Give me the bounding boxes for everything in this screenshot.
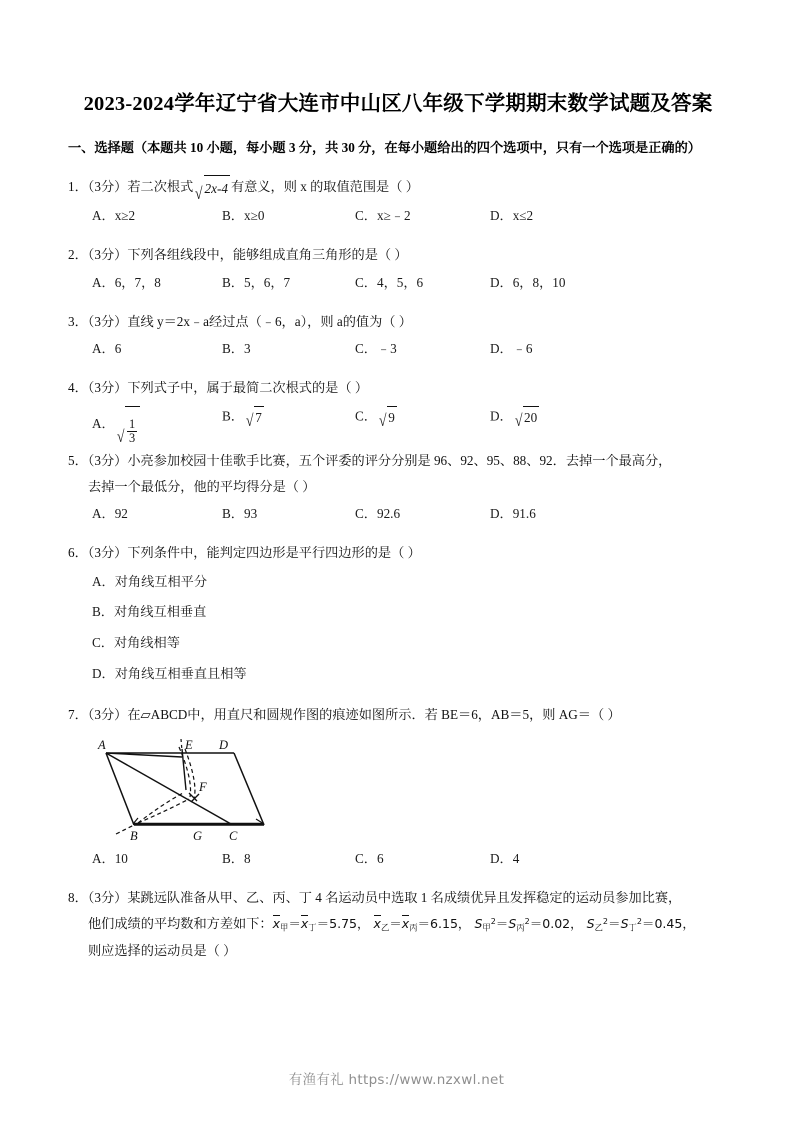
option-c[interactable]: C．4，5，6: [355, 274, 424, 290]
question-1-options: [68, 205, 728, 229]
question-5-stem-line2: 去掉一个最低分，他的平均得分是（ ）: [88, 478, 316, 494]
label-G: G: [193, 828, 203, 843]
question-8-stem-line1: 8．（3分）某跳远队准备从甲、乙、丙、丁 4 名运动员中选取 1 名成绩优异且发挥稳定的运动员参加比赛，: [68, 889, 682, 905]
parallelogram-diagram: [86, 735, 301, 845]
variance-symbol-4: S: [620, 916, 629, 932]
question-5-options: [68, 503, 728, 527]
mean-sub-3: 乙: [380, 922, 390, 933]
option-a[interactable]: A．6，7，8: [92, 274, 161, 290]
question-8-stem-line2: [88, 911, 728, 937]
option-b-radicand: 7: [254, 406, 264, 429]
question-2-stem: 2．（3分）下列各组线段中，能够组成直角三角形的是（ ）: [68, 247, 408, 263]
variance-exp-2: 2: [524, 916, 530, 926]
mean-value-1: ＝5.75，: [316, 916, 370, 932]
option-a[interactable]: [92, 405, 141, 445]
mean-symbol-2: x: [300, 916, 309, 932]
label-E: E: [185, 737, 193, 752]
section-header: 一、选择题（本题共 10 小题，每小题 3 分，共 30 分，在每小题给出的四个选项中，只有一个选项是正确的）: [68, 140, 701, 156]
question-2-options: [68, 272, 728, 296]
option-b[interactable]: B．5，6，7: [222, 274, 291, 290]
variance-sub-1: 甲: [482, 922, 491, 933]
option-d-radicand: 20: [523, 406, 539, 429]
option-a[interactable]: A．x≥2: [92, 208, 136, 224]
question-7: [68, 702, 728, 871]
label-D: D: [219, 737, 229, 752]
question-8-stem: [68, 885, 728, 964]
segment-AB: [106, 753, 134, 825]
fraction: [126, 418, 138, 445]
option-c[interactable]: C．92.6: [355, 506, 401, 522]
option-a[interactable]: A．6: [92, 341, 122, 357]
question-5-stem-line1: 5．（3分）小亮参加校园十佳歌手比赛，五个评委的评分分别是 96、92、95、88、92．去掉一个最高分，: [68, 452, 672, 468]
fraction-numerator: 1: [128, 416, 136, 431]
option-b[interactable]: B．93: [222, 506, 258, 522]
question-7-figure: [86, 735, 728, 845]
question-4: [68, 375, 728, 446]
option-b[interactable]: B．3: [222, 341, 251, 357]
option-c[interactable]: [355, 405, 398, 429]
question-6-options: [68, 567, 728, 690]
variance-sub-4: 丁: [628, 922, 637, 933]
radical-sign: √: [378, 411, 387, 431]
label-F: F: [199, 779, 207, 794]
question-5: [68, 448, 728, 528]
segment-DC: [234, 753, 264, 825]
option-a[interactable]: A．对角线互相平分: [92, 573, 208, 589]
arc-construction-4: [138, 799, 189, 823]
question-6-stem: 6．（3分）下列条件中，能判定四边形是平行四边形的是（ ）: [68, 545, 421, 561]
option-b[interactable]: [222, 405, 265, 429]
question-7-stem: 7．（3分）在▱ABCD中，用直尺和圆规作图的痕迹如图所示．若 BE＝6，AB＝5，则 AG＝（ ）: [68, 707, 621, 723]
option-a-radicand: [125, 406, 140, 445]
sqrt-icon: [378, 405, 397, 429]
label-C: C: [229, 828, 238, 843]
question-4-stem: 4．（3分）下列式子中，属于最简二次根式的是（ ）: [68, 380, 369, 396]
question-3-options: [68, 338, 728, 362]
question-1-stem: [68, 174, 728, 202]
formula-means-variances: $x_甲=x_丁=5.75$， $x_乙=x_丙=6.15$， $S_甲^2=S_丙^2=0.02$， $S_乙^2=S_丁^2=0.45$，: [272, 916, 695, 933]
option-a[interactable]: A．92: [92, 506, 128, 522]
option-c-radicand: 9: [387, 406, 397, 429]
option-c[interactable]: C．对角线相等: [92, 635, 180, 651]
variance-symbol-3: S: [586, 916, 595, 932]
tick-mark-F-2: [191, 794, 199, 802]
question-7-options: [68, 848, 728, 872]
radical-sign: √: [116, 426, 125, 446]
option-b[interactable]: B．x≥0: [222, 208, 265, 224]
radical-sign: √: [245, 411, 254, 431]
option-b[interactable]: B．对角线互相垂直: [92, 604, 207, 620]
option-d-label: D．: [490, 407, 513, 423]
question-3-stem: 3．（3分）直线 y＝2x﹣a经过点（﹣6，a），则 a的值为（ ）: [68, 313, 412, 329]
variance-sub-3: 乙: [594, 922, 603, 933]
question-1-stem-pre: 1．（3分）若二次根式: [68, 179, 194, 195]
question-1-stem-post: 有意义，则 x 的取值范围是（ ）: [230, 179, 419, 195]
variance-exp-3: 2: [602, 916, 609, 926]
option-b[interactable]: B．8: [222, 850, 251, 866]
mean-sub-1: 甲: [280, 922, 289, 933]
segment-AG-extended: [106, 753, 231, 824]
mean-symbol-4: x: [401, 916, 410, 932]
label-B: B: [130, 828, 138, 843]
option-d[interactable]: [490, 405, 540, 429]
variance-exp-4: 2: [636, 916, 642, 926]
sqrt-icon: [194, 174, 230, 202]
radical-sign: √: [514, 411, 523, 431]
mean-sub-2: 丁: [308, 922, 317, 933]
variance-exp-1: 2: [490, 916, 496, 926]
question-6: [68, 540, 728, 689]
variance-symbol-2: S: [508, 916, 517, 932]
question-2: [68, 242, 728, 295]
question-8-stem-line2-pre: 他们成绩的平均数和方差如下：: [88, 916, 273, 932]
sqrt-icon: [116, 405, 140, 445]
variance-sub-2: 丙: [516, 922, 525, 933]
option-a-label: A．: [92, 415, 115, 431]
question-8-stem-line3: 则应选择的运动员是（ ）: [88, 942, 237, 958]
arc-construction-2: [185, 749, 195, 799]
footer-watermark: 有渔有礼 https://www.nzxwl.net: [288, 1072, 505, 1088]
mean-sub-4: 丙: [409, 922, 418, 933]
mean-symbol-1: x: [272, 916, 281, 932]
option-b-label: B．: [222, 407, 244, 423]
sqrt-icon: [514, 405, 539, 429]
label-A: A: [98, 737, 106, 752]
page-title: 2023-2024学年辽宁省大连市中山区八年级下学期期末数学试题及答案: [83, 93, 713, 115]
question-4-options: [68, 405, 728, 446]
radical-sign: √: [195, 184, 203, 204]
question-5-stem: [68, 448, 728, 501]
option-d[interactable]: D．x≤2: [490, 208, 534, 224]
option-c-label: C．: [355, 407, 377, 423]
question-1: [68, 174, 728, 229]
variance-value-2: ＝0.45，: [641, 916, 695, 932]
variance-symbol-1: S: [474, 916, 483, 932]
option-d[interactable]: D．﹣6: [490, 341, 533, 357]
option-c[interactable]: C．6: [355, 850, 384, 866]
question-3: [68, 309, 728, 362]
option-d[interactable]: D．91.6: [490, 506, 536, 522]
option-c[interactable]: C．x≥﹣2: [355, 208, 411, 224]
arc-construction-3: [138, 793, 183, 823]
option-a[interactable]: A．10: [92, 850, 128, 866]
option-d[interactable]: D．对角线互相垂直且相等: [92, 665, 247, 681]
question-8: [68, 885, 728, 964]
document-content: [68, 88, 728, 964]
question-1-radicand: 2x-4: [204, 175, 230, 202]
sqrt-icon: [245, 405, 264, 429]
option-c[interactable]: C．﹣3: [355, 341, 397, 357]
mean-symbol-3: x: [373, 916, 381, 932]
option-d[interactable]: D．6，8，10: [490, 274, 566, 290]
option-d[interactable]: D．4: [490, 850, 520, 866]
mean-value-2: ＝6.15，: [417, 916, 471, 932]
variance-value-1: ＝0.02，: [529, 916, 583, 932]
fraction-denominator: 3: [128, 430, 136, 445]
